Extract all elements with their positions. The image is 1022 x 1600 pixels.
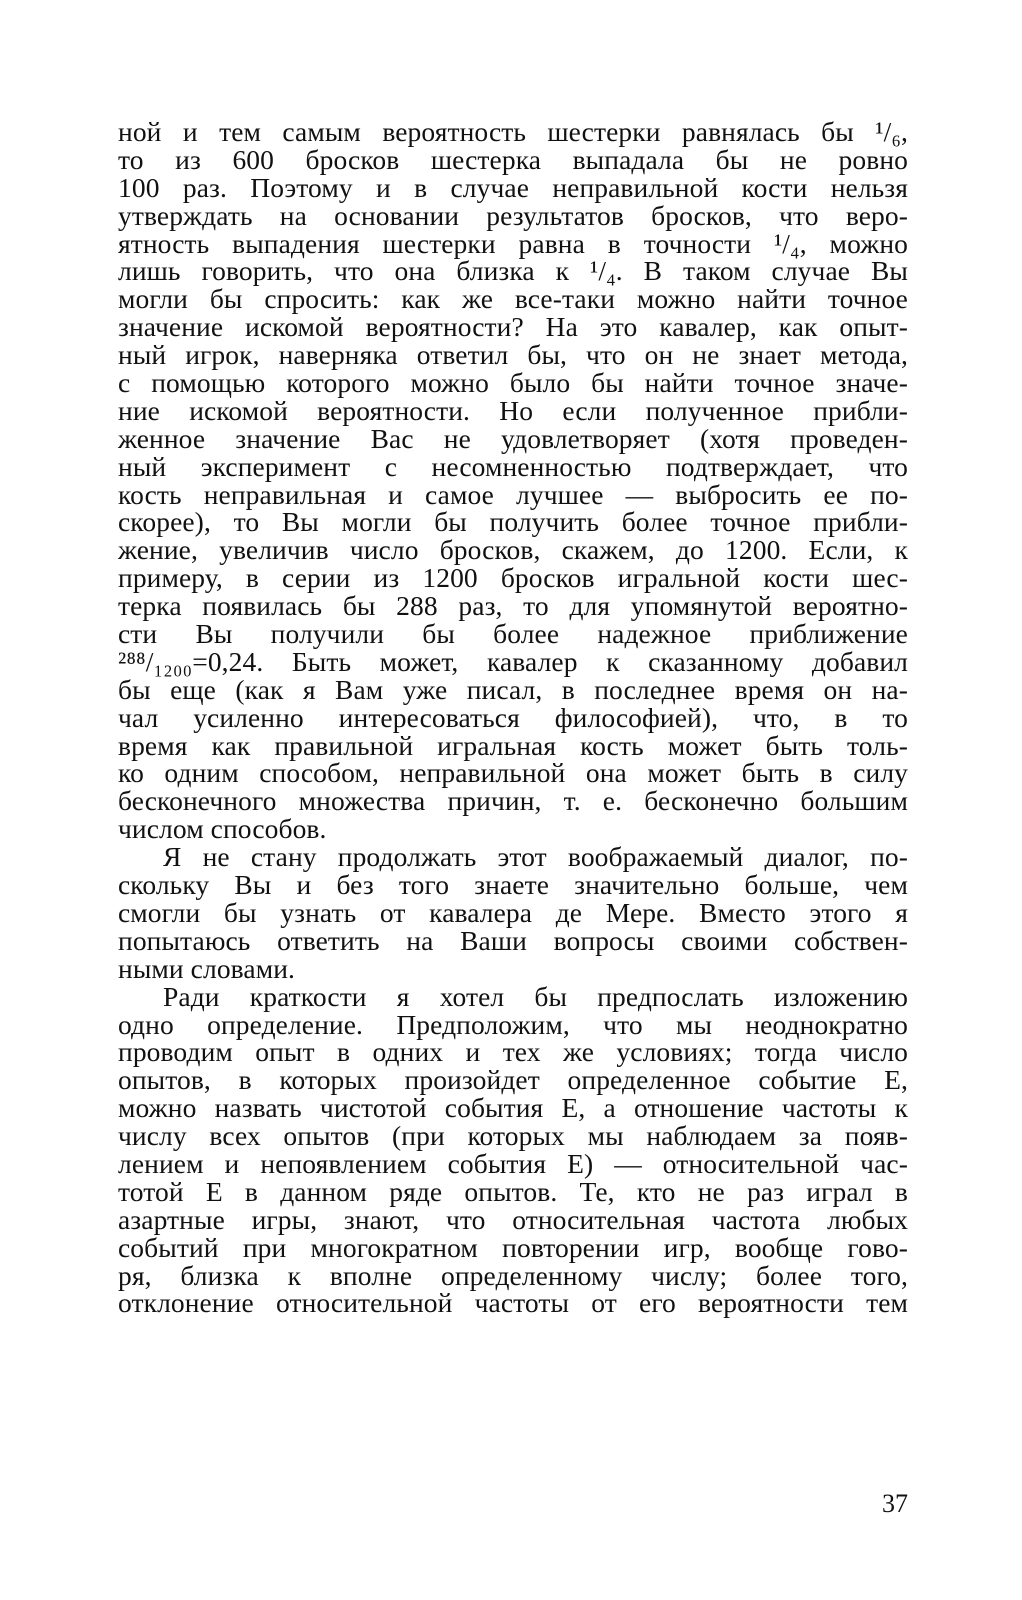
text-line: лишь говорить, что она близка к ¹/₄. В таком случае Вы	[118, 255, 908, 287]
text-line: событий при многократном повторении игр, вообще гово-	[118, 1231, 908, 1263]
text-line: ние искомой вероятности. Но если полученное прибли-	[118, 394, 908, 426]
text-line: время как правильной игральная кость может быть толь-	[118, 729, 908, 761]
text-line: скольку Вы и без того знаете значительно больше, чем	[118, 869, 908, 901]
text-line: сти Вы получили бы более надежное приближение	[118, 618, 908, 650]
text-line: утверждать на основании результатов бросков, что веро-	[118, 199, 908, 231]
text-line: терка появилась бы 288 раз, то для упомянутой вероятно-	[118, 590, 908, 622]
text-line: 100 раз. Поэтому и в случае неправильной кости нельзя	[118, 171, 908, 203]
text-line: ря, близка к вполне определенному числу; более того,	[118, 1259, 908, 1291]
text-line: лением и непоявлением события E) — относительной час-	[118, 1147, 908, 1179]
text-line: с помощью которого можно было бы найти точное значе-	[118, 367, 908, 399]
text-line: чал усиленно интересоваться философией), что, в то	[118, 701, 908, 733]
text-line: проводим опыт в одних и тех же условиях; тогда число	[118, 1036, 908, 1068]
text-line: ко одним способом, неправильной она может быть в силу	[118, 757, 908, 789]
text-line: попытаюсь ответить на Ваши вопросы своими собствен-	[118, 924, 908, 956]
text-line: смогли бы узнать от кавалера де Мере. Вместо этого я	[118, 896, 908, 928]
text-line: могли бы спросить: как же все-таки можно найти точное	[118, 283, 908, 315]
text-line: можно назвать чистотой события E, а отношение частоты к	[118, 1092, 908, 1124]
text-line: ²⁸⁸/₁₂₀₀=0,24. Быть может, кавалер к сказанному добавил	[118, 645, 908, 677]
text-line: опытов, в которых произойдет определенное событие E,	[118, 1064, 908, 1096]
text-line: азартные игры, знают, что относительная частота любых	[118, 1203, 908, 1235]
text-line: скорее), то Вы могли бы получить более точное прибли-	[118, 506, 908, 538]
text-line: одно определение. Предположим, что мы неоднократно	[118, 1008, 908, 1040]
page-number: 37	[882, 1489, 908, 1518]
text-line: женное значение Вас не удовлетворяет (хотя проведен-	[118, 422, 908, 454]
text-line: примеру, в серии из 1200 бросков игральной кости шес-	[118, 562, 908, 594]
text-line: бы еще (как я Вам уже писал, в последнее время он на-	[118, 673, 908, 705]
text-line: жение, увеличив число бросков, скажем, до 1200. Если, к	[118, 534, 908, 566]
text-line: ный эксперимент с несомненностью подтверждает, что	[118, 450, 908, 482]
body-text	[118, 118, 908, 1317]
text-line: ной и тем самым вероятность шестерки равнялась бы ¹/₆,	[118, 116, 908, 147]
text-line: Ради краткости я хотел бы предпослать изложению	[163, 980, 908, 1012]
text-line: то из 600 бросков шестерка выпадала бы не ровно	[118, 143, 908, 175]
text-line: тотой E в данном ряде опытов. Те, кто не раз играл в	[118, 1175, 908, 1207]
text-line: значение искомой вероятности? На это кавалер, как опыт-	[118, 311, 908, 343]
text-line: ятность выпадения шестерки равна в точности ¹/₄, можно	[118, 227, 908, 259]
text-line: Я не стану продолжать этот воображаемый диалог, по-	[163, 841, 908, 873]
text-line: ными словами.	[118, 952, 295, 984]
text-line: ный игрок, наверняка ответил бы, что он не знает метода,	[118, 339, 908, 371]
text-line: бесконечного множества причин, т. е. бесконечно большим	[118, 785, 908, 817]
text-line: отклонение относительной частоты от его вероятности тем	[118, 1287, 908, 1319]
text-line: кость неправильная и самое лучшее — выбросить ее по-	[118, 478, 908, 510]
text-line: числом способов.	[118, 813, 327, 845]
text-line: числу всех опытов (при которых мы наблюдаем за появ-	[118, 1120, 908, 1152]
